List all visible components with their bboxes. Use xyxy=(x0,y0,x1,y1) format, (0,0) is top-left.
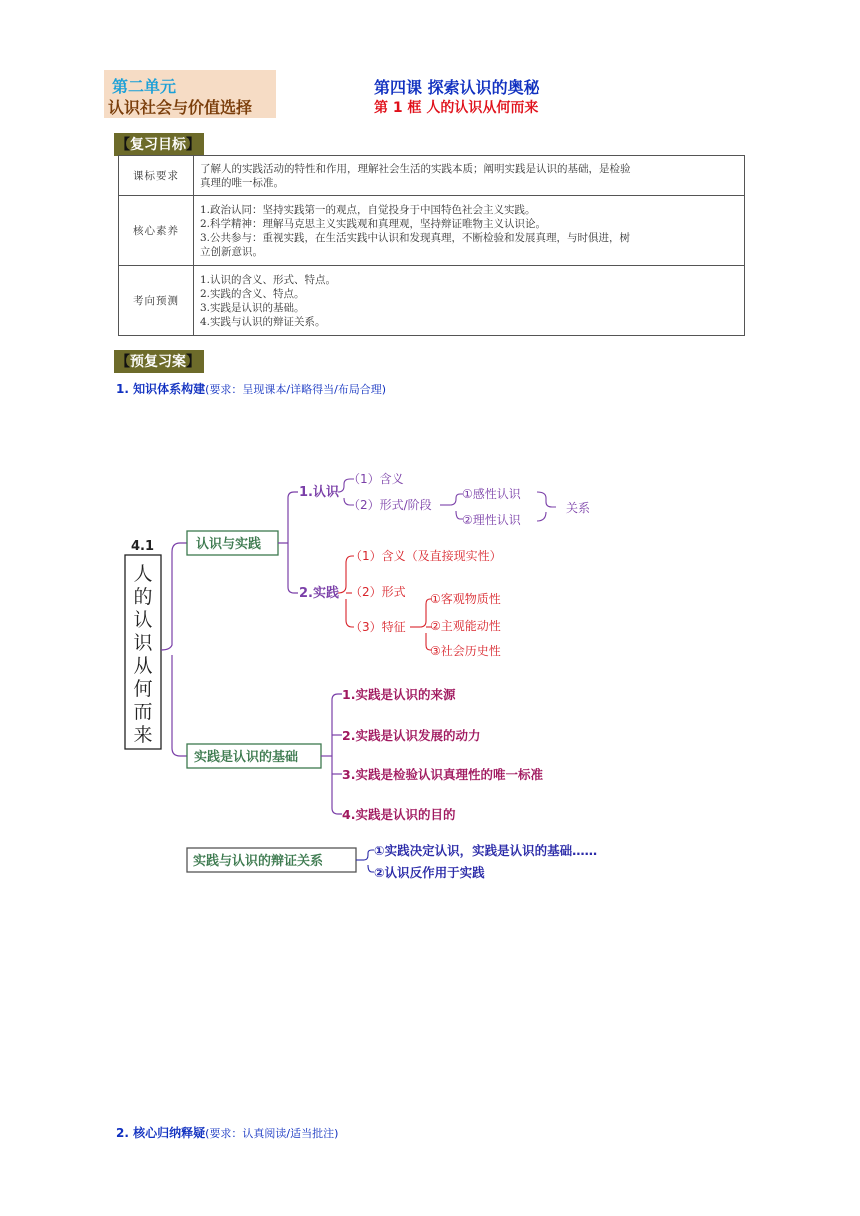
basis-criterion: 3.实践是检验认识真理性的唯一标准 xyxy=(342,767,543,782)
row-label: 核心素养 xyxy=(119,196,194,266)
rational-cognition: ②理性认识 xyxy=(462,513,521,527)
basis-source: 1.实践是认识的来源 xyxy=(342,687,456,702)
row-label: 课标要求 xyxy=(119,156,194,196)
root-char: 来 xyxy=(133,724,153,746)
branch1-connectors xyxy=(278,492,298,593)
preview-title: 预复习案 xyxy=(130,354,186,370)
root-char: 认 xyxy=(133,609,153,631)
unit-title: 认识社会与价值选择 xyxy=(108,98,253,117)
branch-practice-basis-label: 实践是认识的基础 xyxy=(194,750,299,765)
node-practice: 2.实践 xyxy=(299,586,339,601)
question-2-label: 2. 核心归纳释疑 xyxy=(116,1126,206,1140)
content-line: 2.科学精神：理解马克思主义实践观和真理观，坚持辩证唯物主义认识论。 xyxy=(200,217,547,230)
root-char: 人 xyxy=(133,563,153,585)
lesson-title: 第四课 探索认识的奥秘 xyxy=(374,78,540,97)
feature-subjective: ②主观能动性 xyxy=(430,619,501,633)
root-title xyxy=(133,563,153,746)
root-char: 识 xyxy=(133,632,153,654)
feature-objective: ①客观物质性 xyxy=(430,592,501,606)
node-cognition: 1.认识 xyxy=(299,485,339,500)
basis-driving-force: 2.实践是认识发展的动力 xyxy=(342,728,481,743)
root-char: 的 xyxy=(133,586,153,608)
basis-purpose: 4.实践是认识的目的 xyxy=(342,807,456,822)
cognition-forms: （2）形式/阶段 xyxy=(348,498,432,512)
content-line: 3.公共参与：重视实践，在生活实践中认识和发现真理，不断检验和发展真理，与时俱进，树 xyxy=(200,231,631,244)
row-label: 考向预测 xyxy=(119,266,194,336)
question-1-label: 1. 知识体系构建 xyxy=(116,382,206,396)
practice-forms: （2）形式 xyxy=(350,585,406,599)
review-goals-heading: 【复习目标】 xyxy=(114,133,204,156)
branch-cognition-practice-label: 认识与实践 xyxy=(196,537,262,552)
cognition-meaning: （1）含义 xyxy=(348,472,404,486)
content-line: 4.实践与认识的辩证关系。 xyxy=(200,315,326,328)
content-line: 立创新意识。 xyxy=(200,245,263,258)
content-line: 了解人的实践活动的特性和作用，理解社会生活的实践本质；阐明实践是认识的基础，是检验 xyxy=(200,162,631,175)
practice-connectors xyxy=(338,556,432,650)
content-line: 真理的唯一标准。 xyxy=(200,176,284,189)
perceptual-cognition: ①感性认识 xyxy=(462,487,521,501)
root-char: 而 xyxy=(133,701,153,723)
dialectic-practice-decides: ①实践决定认识，实践是认识的基础…… xyxy=(374,843,598,858)
content-line: 1.认识的含义、形式、特点。 xyxy=(200,273,337,286)
section-number: 4.1 xyxy=(131,539,155,554)
root-char: 何 xyxy=(133,678,153,700)
feature-social-historical: ③社会历史性 xyxy=(430,644,501,658)
content-line: 2.实践的含义、特点。 xyxy=(200,287,305,300)
dialectic-reaction: ②认识反作用于实践 xyxy=(374,865,485,880)
content-line: 1.政治认同：坚持实践第一的观点，自觉投身于中国特色社会主义实践。 xyxy=(200,203,536,216)
practice-features: （3）特征 xyxy=(350,620,406,634)
branch-dialectic-label: 实践与认识的辩证关系 xyxy=(193,854,324,869)
root-connectors xyxy=(161,543,187,756)
preview-heading: 【预复习案】 xyxy=(114,350,204,373)
relation-label: 关系 xyxy=(566,501,591,515)
branch2-connectors xyxy=(321,694,342,814)
frame-title: 第 1 框 人的认识从何而来 xyxy=(374,100,539,116)
root-char: 从 xyxy=(133,655,153,677)
practice-meaning: （1）含义（及直接现实性） xyxy=(350,549,502,563)
content-line: 3.实践是认识的基础。 xyxy=(200,301,305,314)
question-2-requirement: (要求：认真阅读/适当批注) xyxy=(205,1127,339,1140)
question-2 xyxy=(116,1124,338,1141)
question-1-requirement: (要求：呈现课本/详略得当/布局合理) xyxy=(205,383,387,396)
unit-label: 第二单元 xyxy=(112,77,177,96)
review-goals-title: 复习目标 xyxy=(130,137,186,153)
branch3-connectors xyxy=(356,850,374,872)
